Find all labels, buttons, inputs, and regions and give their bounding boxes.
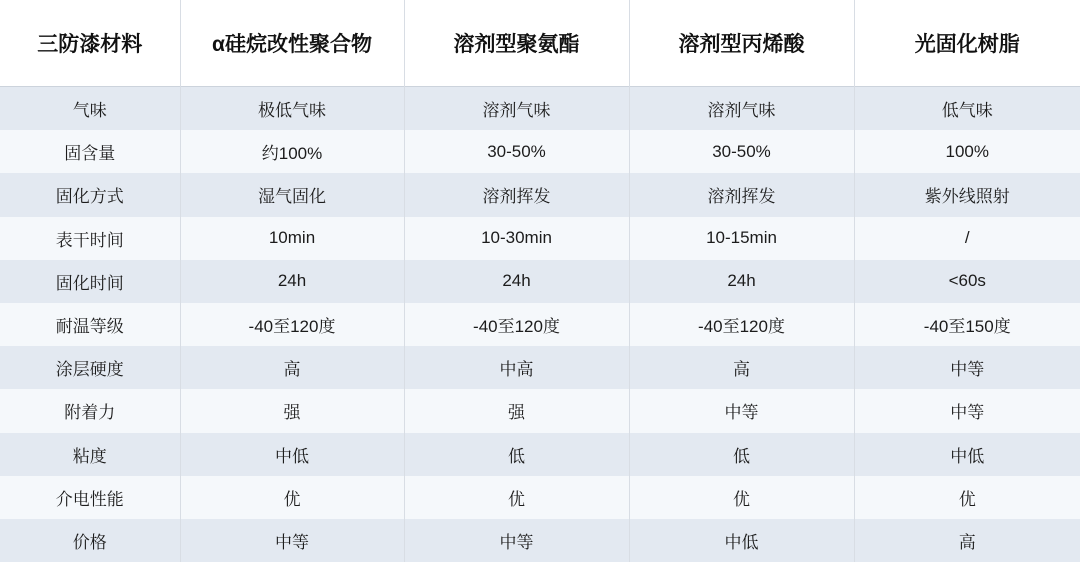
cell-value: 低 [404, 433, 629, 476]
cell-value: 优 [629, 476, 854, 519]
column-header-material: 三防漆材料 [0, 0, 180, 87]
header-row [0, 0, 1080, 87]
table-row [0, 433, 1080, 476]
table-row [0, 260, 1080, 303]
cell-value: 中低 [180, 433, 404, 476]
cell-value: / [854, 217, 1080, 260]
cell-value: 优 [854, 476, 1080, 519]
table-row [0, 87, 1080, 131]
cell-value: 30-50% [404, 130, 629, 173]
cell-value: -40至120度 [629, 303, 854, 346]
column-header-uv-curable-resin: 光固化树脂 [854, 0, 1080, 87]
row-label: 气味 [0, 87, 180, 131]
cell-value: -40至120度 [404, 303, 629, 346]
cell-value: 优 [180, 476, 404, 519]
table-row [0, 173, 1080, 216]
cell-value: 30-50% [629, 130, 854, 173]
cell-value: -40至120度 [180, 303, 404, 346]
table-row [0, 130, 1080, 173]
cell-value: 溶剂气味 [629, 87, 854, 131]
table-row [0, 303, 1080, 346]
table-body [0, 87, 1080, 563]
row-label: 固化方式 [0, 173, 180, 216]
row-label: 固含量 [0, 130, 180, 173]
cell-value: 中等 [629, 389, 854, 432]
cell-value: 极低气味 [180, 87, 404, 131]
cell-value: 低 [629, 433, 854, 476]
cell-value: 中高 [404, 346, 629, 389]
table-row [0, 519, 1080, 562]
cell-value: 紫外线照射 [854, 173, 1080, 216]
row-label: 固化时间 [0, 260, 180, 303]
cell-value: 低气味 [854, 87, 1080, 131]
cell-value: -40至150度 [854, 303, 1080, 346]
cell-value: 优 [404, 476, 629, 519]
column-header-solvent-polyurethane: 溶剂型聚氨酯 [404, 0, 629, 87]
cell-value: 10-15min [629, 217, 854, 260]
row-label: 介电性能 [0, 476, 180, 519]
cell-value: 高 [854, 519, 1080, 562]
cell-value: 10-30min [404, 217, 629, 260]
cell-value: 强 [404, 389, 629, 432]
cell-value: 100% [854, 130, 1080, 173]
cell-value: 24h [180, 260, 404, 303]
table-row [0, 476, 1080, 519]
cell-value: 中等 [180, 519, 404, 562]
table-row [0, 217, 1080, 260]
cell-value: 溶剂挥发 [404, 173, 629, 216]
cell-value: 中等 [854, 346, 1080, 389]
cell-value: 高 [180, 346, 404, 389]
cell-value: 24h [404, 260, 629, 303]
table-row [0, 346, 1080, 389]
column-header-silane-modified-polymer: α硅烷改性聚合物 [180, 0, 404, 87]
cell-value: 溶剂气味 [404, 87, 629, 131]
row-label: 附着力 [0, 389, 180, 432]
row-label: 涂层硬度 [0, 346, 180, 389]
cell-value: 中等 [854, 389, 1080, 432]
cell-value: <60s [854, 260, 1080, 303]
cell-value: 强 [180, 389, 404, 432]
cell-value: 中等 [404, 519, 629, 562]
row-label: 价格 [0, 519, 180, 562]
row-label: 表干时间 [0, 217, 180, 260]
cell-value: 中低 [854, 433, 1080, 476]
cell-value: 溶剂挥发 [629, 173, 854, 216]
row-label: 耐温等级 [0, 303, 180, 346]
column-header-solvent-acrylic: 溶剂型丙烯酸 [629, 0, 854, 87]
cell-value: 湿气固化 [180, 173, 404, 216]
cell-value: 约100% [180, 130, 404, 173]
row-label: 粘度 [0, 433, 180, 476]
cell-value: 10min [180, 217, 404, 260]
cell-value: 中低 [629, 519, 854, 562]
cell-value: 24h [629, 260, 854, 303]
table-header [0, 0, 1080, 87]
table-row [0, 389, 1080, 432]
cell-value: 高 [629, 346, 854, 389]
